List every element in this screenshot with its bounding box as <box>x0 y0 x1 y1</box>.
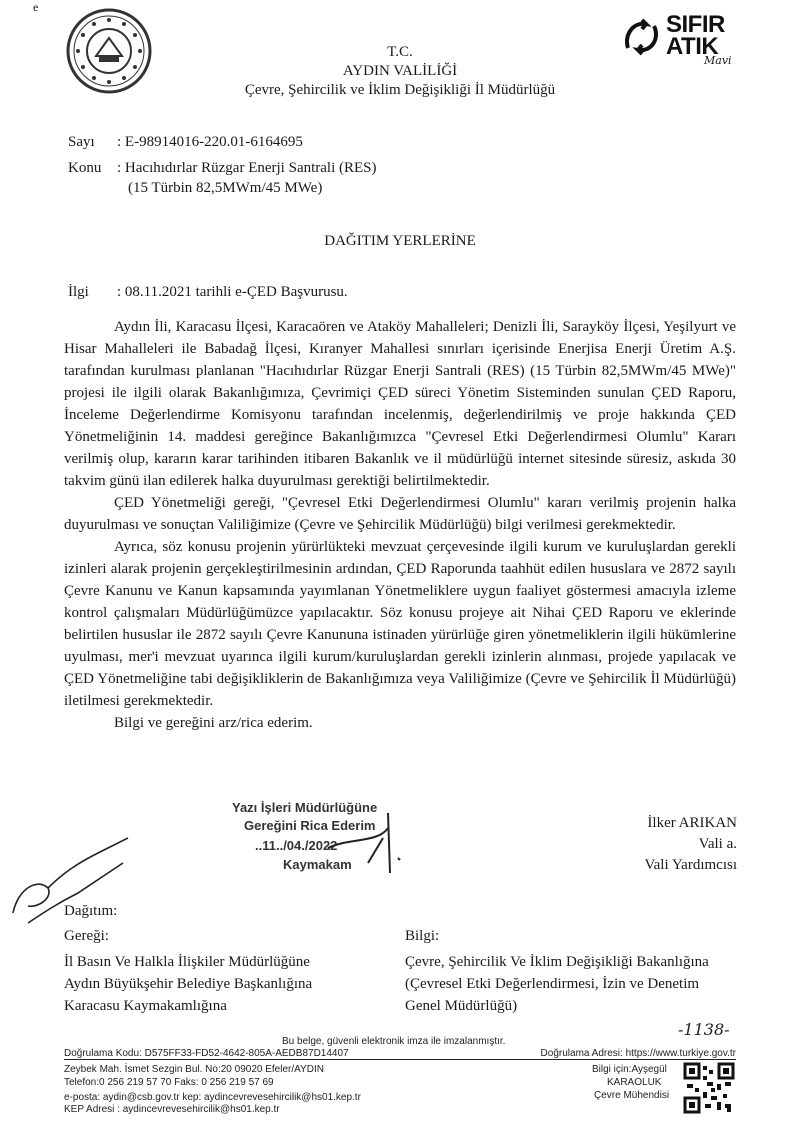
email[interactable]: e-posta: aydin@csb.gov.tr kep: aydincevrevesehircilik@hs01.kep.tr <box>64 1092 361 1103</box>
konu-value-2: (15 Türbin 82,5MWm/45 MWe) <box>128 180 323 196</box>
stamp-line1: Yazı İşleri Müdürlüğüne <box>232 800 378 815</box>
geregi-item: Karacasu Kaymakamlığına <box>64 998 227 1014</box>
contact-line-3: Çevre Mühendisi <box>594 1090 670 1101</box>
stamp-line2: Gereğini Rica Ederim <box>244 818 376 833</box>
page-mark: -1138- <box>678 1020 730 1039</box>
header-valilik: AYDIN VALİLİĞİ <box>342 63 458 79</box>
esign-note: Bu belge, güvenli elektronik imza ile imzalanmıştır. <box>282 1036 506 1047</box>
sayi-label: Sayı <box>68 134 95 150</box>
logo-line2: ATIK <box>666 33 719 60</box>
header-mudurluk: Çevre, Şehircilik ve İklim Değişikliği İl Müdürlüğü <box>244 82 556 98</box>
contact-line-2: KARAOLUK <box>607 1077 662 1088</box>
header-tc: T.C. <box>387 44 413 60</box>
kep-address[interactable]: KEP Adresi : aydincevrevesehircilik@hs01.kep.tr <box>64 1104 280 1115</box>
stamp-line4: Kaymakam <box>283 857 352 872</box>
geregi-label: Gereği: <box>64 928 109 944</box>
paragraph-3: Ayrıca, söz konusu projenin yürürlükteki mevzuat çerçevesinde ilgili kurum ve kuruluşlardan gerekli izinleri alarak projenin gerçekleştirilmesinin ardından, ÇED Raporunda taahhüt edilen hususlara ve 2872 sayılı Çevre Kanunu ve Kanun kapsamında yayımlanan Yönetmeliklere uygun faaliyet göstermesi amacıyla izleme kontrol çalışmaları Müdürlüğümüzce yapılacaktır. Söz konusu projeye ait Nihai ÇED Raporu ve eklerinde belirtilen hususlar ile 2872 sayılı Çevre Kanununa istinaden yürürlüğe giren yönetmeliklerin ilgili hükümlerine uyulması, mer'i mevzuat uyarınca ilgili kurum/kuruluşlardan gerekli izinlerin alınması, projede yapılacak ve ÇED Yönetmeliğine tabi değişikliklerin de Bakanlığımıza veya Valiliğimize (Çevre ve Şehircilik İl Müdürlüğü) iletilmesi gerekmektedir. <box>64 539 736 709</box>
address: Zeybek Mah. İsmet Sezgin Bul. No:20 09020 Efeler/AYDIN <box>64 1064 324 1075</box>
geregi-item: İl Basın Ve Halkla İlişkiler Müdürlüğüne <box>64 954 310 970</box>
contact-line-1: Bilgi için:Ayşegül <box>592 1064 667 1075</box>
letter-body <box>64 316 736 734</box>
dagitim-title: DAĞITIM YERLERİNE <box>324 233 476 249</box>
verification-url[interactable]: Doğrulama Adresi: https://www.turkiye.gov.tr <box>540 1048 736 1059</box>
verification-line <box>64 1048 736 1060</box>
corner-mark: e <box>33 0 39 14</box>
paragraph-2: ÇED Yönetmeliği gereği, "Çevresel Etki Değerlendirmesi Olumlu" kararı verilmiş projenin halka duyurulması ve sonuçtan Valiliğimize (Çevre ve Şehircilik Müdürlüğü) bilgi verilmesi gerekmektedir. <box>64 495 736 533</box>
signatory-title-1: Vali a. <box>698 836 737 852</box>
ilgi-label: İlgi <box>68 284 89 300</box>
verification-code: Doğrulama Kodu: D575FF33-FD52-4642-805A-AEDB87D14407 <box>64 1048 349 1059</box>
signatory-name: İlker ARIKAN <box>647 815 737 831</box>
geregi-item: Aydın Büyükşehir Belediye Başkanlığına <box>64 976 313 992</box>
paragraph-1: Aydın İli, Karacasu İlçesi, Karacaören ve Ataköy Mahalleleri; Denizli İli, Sarayköy İlçesi, Yeşilyurt ve Hisar Mahalleleri ile Babadağ İlçesi, Kıranyer Mahallesi sınırları içerisinde Enerjisa Enerji Üretim A.Ş. tarafından kurulması planlanan "Hacıhıdırlar Rüzgar Enerji Santrali (RES) (15 Türbin 82,5MWm/45 MWe)" projesi ile ilgili olarak Bakanlığımıza, Çevrimiçi ÇED süreci Yönetim Sisteminden sunulan ÇED Raporu, İnceleme Değerlendirme Komisyonu tarafından incelenmiş, değerlendirilmiş ve proje hakkında ÇED Yönetmeliğinin 14. maddesi gereğince Bakanlığımızca "Çevresel Etki Değerlendirmesi Olumlu" Kararı verilmiş olup, kararın karar tarihinden itibaren Bakanlık ve il müdürlüğü internet sitesinde süresiz, askıda 30 takvim günü ilan edilerek halka duyurulması gerektiği belirtilmektedir. <box>64 319 736 489</box>
ilgi-value: : 08.11.2021 tarihli e-ÇED Başvurusu. <box>117 284 348 300</box>
konu-value: : Hacıhıdırlar Rüzgar Enerji Santrali (RES) <box>117 160 377 176</box>
bilgi-item: Genel Müdürlüğü) <box>405 998 518 1014</box>
dagitim-label: Dağıtım: <box>64 903 118 919</box>
qr-code-icon <box>683 1062 735 1114</box>
sayi-value: : E-98914016-220.01-6164695 <box>117 134 303 150</box>
phone: Telefon:0 256 219 57 70 Faks: 0 256 219 57 69 <box>64 1077 274 1088</box>
bilgi-item: Çevre, Şehircilik Ve İklim Değişikliği Bakanlığına <box>405 954 709 970</box>
bilgi-item: (Çevresel Etki Değerlendirmesi, İzin ve Denetim <box>405 976 700 992</box>
logo-tag: Mavi <box>704 54 732 67</box>
konu-label: Konu <box>68 160 102 176</box>
logo-line1: SIFIR <box>666 11 725 38</box>
stamp-line3: ..11../04./2022 <box>255 838 338 853</box>
handwritten-signature-stamp <box>318 808 408 878</box>
signatory-title-2: Vali Yardımcısı <box>644 857 737 873</box>
bilgi-label: Bilgi: <box>405 928 440 944</box>
paragraph-4: Bilgi ve gereğini arz/rica ederim. <box>114 715 313 731</box>
